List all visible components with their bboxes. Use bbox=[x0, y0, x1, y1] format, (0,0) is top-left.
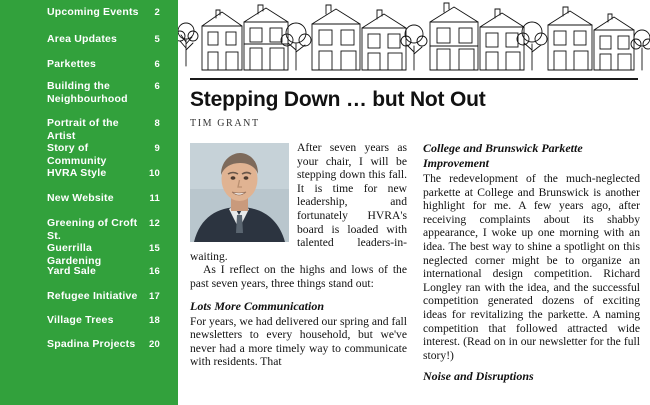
toc-item[interactable] bbox=[0, 314, 178, 337]
toc-item-page-number: 12 bbox=[149, 218, 160, 229]
toc-item-label: HVRA Style bbox=[47, 167, 107, 179]
houses-illustration bbox=[178, 0, 650, 72]
toc-item[interactable] bbox=[0, 142, 178, 168]
toc-item-label: Greening of Croft St. bbox=[47, 217, 138, 242]
toc-item-page-number: 8 bbox=[154, 118, 160, 129]
article-paragraph: For years, we had delivered our spring and fall newsletters to every household, but we've never had a more timely way to communicate with residents. That bbox=[190, 314, 407, 369]
article-paragraph: After seven years as your chair, I will be stepping down this fall. It is time for new leadership, and fortunately HVRA's board is loaded with talented leaders-in-waiting. bbox=[190, 141, 407, 263]
article bbox=[190, 88, 640, 405]
toc-item-page-number: 18 bbox=[149, 315, 160, 326]
header-divider-rule bbox=[190, 78, 638, 80]
toc-item-label: New Website bbox=[47, 192, 114, 204]
toc-item-page-number: 5 bbox=[154, 34, 160, 45]
article-subheading: Lots More Communication bbox=[190, 298, 325, 313]
toc-item[interactable] bbox=[0, 217, 178, 243]
toc-item-label: Area Updates bbox=[47, 33, 118, 45]
article-column-right bbox=[423, 141, 640, 385]
toc-item-page-number: 6 bbox=[154, 59, 160, 70]
toc-item-label: Guerrilla Gardening bbox=[47, 242, 102, 267]
toc-item[interactable] bbox=[0, 117, 178, 143]
toc-item-label: Yard Sale bbox=[47, 265, 97, 277]
article-column-left bbox=[190, 141, 407, 385]
toc-item-page-number: 17 bbox=[149, 291, 160, 302]
toc-item[interactable] bbox=[0, 192, 178, 215]
article-subheading: Noise and Disruptions bbox=[423, 369, 534, 384]
article-paragraph: As I reflect on the highs and lows of the past seven years, three things stand out: bbox=[190, 263, 407, 290]
toc-item[interactable] bbox=[0, 80, 178, 106]
article-subheading: College and Brunswick Parkette Improvement bbox=[423, 141, 583, 170]
toc-item[interactable] bbox=[0, 265, 178, 288]
toc-item-label: Story of Community bbox=[47, 142, 107, 167]
toc-item-page-number: 15 bbox=[149, 243, 160, 254]
toc-item[interactable] bbox=[0, 167, 178, 190]
toc-item-label: Refugee Initiative bbox=[47, 290, 138, 302]
toc-item-page-number: 20 bbox=[149, 339, 160, 350]
author-portrait-photo bbox=[190, 143, 289, 242]
toc-item[interactable] bbox=[0, 33, 178, 56]
toc-item-label: Building the Neighbourhood bbox=[47, 80, 128, 105]
toc-item-page-number: 2 bbox=[154, 7, 160, 18]
table-of-contents-sidebar bbox=[0, 0, 178, 405]
toc-item-label: Portrait of the Artist bbox=[47, 117, 119, 142]
article-byline: TIM GRANT bbox=[190, 118, 260, 129]
toc-item-label: Spadina Projects bbox=[47, 338, 136, 350]
article-paragraph: The redevelopment of the much-neglected parkette at College and Brunswick is another highlight for me. A few years ago, after receiving complaints about its shabby appearance, I woke up one morning with an idea. The best way to shine a spotlight on this neglected corner might be to organize an international design competition. Richard Longley ran with the idea, and the successful competition generated dozens of exciting ideas for revitalizing the parkette. A naming competition that followed attracted wide interest. (Read on in our newsletter for the full story!) bbox=[423, 172, 640, 362]
toc-item[interactable] bbox=[0, 338, 178, 361]
toc-item[interactable] bbox=[0, 6, 178, 29]
toc-item-page-number: 11 bbox=[149, 193, 160, 204]
article-columns bbox=[190, 141, 640, 385]
toc-item-page-number: 9 bbox=[154, 143, 160, 154]
toc-item[interactable] bbox=[0, 290, 178, 313]
toc-item-page-number: 16 bbox=[149, 266, 160, 277]
toc-item-label: Upcoming Events bbox=[47, 6, 139, 18]
page-title: Stepping Down … but Not Out bbox=[190, 88, 486, 111]
toc-item-page-number: 6 bbox=[154, 81, 160, 92]
toc-item-page-number: 10 bbox=[149, 168, 160, 179]
toc-item[interactable] bbox=[0, 58, 178, 81]
toc-item-label: Village Trees bbox=[47, 314, 114, 326]
toc-item-label: Parkettes bbox=[47, 58, 97, 70]
